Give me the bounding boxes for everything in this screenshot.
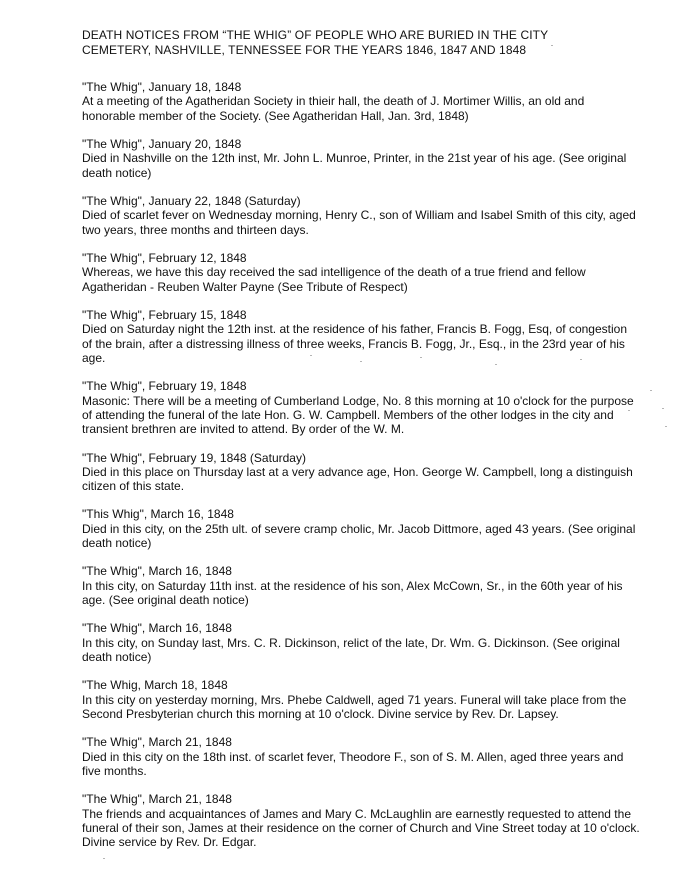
notice-source-date: "The Whig", February 19, 1848 (Saturday) [82, 450, 306, 465]
scan-speck [103, 858, 105, 859]
scan-speck [420, 357, 422, 358]
notice-source-date: "The Whig", March 21, 1848 [82, 792, 232, 807]
title-line: DEATH NOTICES FROM “THE WHIG” OF PEOPLE WHO ARE BURIED IN THE CITY [82, 28, 549, 42]
notice-source-date: "The Whig", January 22, 1848 (Saturday) [82, 193, 301, 208]
notice-entry [82, 194, 640, 237]
notice-text: Died in this city, on the 25th ult. of severe cramp cholic, Mr. Jacob Dittmore, aged 43 years. (See original death notice) [82, 521, 636, 551]
notice-text: Died in Nashville on the 12th inst, Mr. John L. Munroe, Printer, in the 21st year of his age. (See original death notice) [82, 151, 627, 180]
scan-speck [495, 364, 497, 365]
notice-entry [82, 379, 640, 436]
notice-source-date: "The Whig", January 18, 1848 [82, 80, 242, 94]
notice-text: Died of scarlet fever on Wednesday morning, Henry C., son of William and Isabel Smith of this city, aged two years, three months and thirteen days. [82, 208, 636, 237]
notice-text: In this city on yesterday morning, Mrs. Phebe Caldwell, aged 71 years. Funeral will take place from the Second Presbyterian church this morning at 10 o'clock. Divine service by Rev. Dr. Lapsey. [82, 692, 627, 722]
notice-source-date: "The Whig", March 16, 1848 [82, 621, 232, 636]
notice-text: In this city, on Sunday last, Mrs. C. R. Dickinson, relict of the late, Dr. Wm. G. Dickinson. (See original death notice) [82, 635, 620, 665]
notice-entry [82, 451, 640, 494]
notice-entry [82, 621, 640, 664]
scan-speck [665, 426, 667, 427]
notice-text: At a meeting of the Agatheridan Society in thieir hall, the death of J. Mortimer Willis, an old and honorable member of the Society. (See Agatheridan Hall, Jan. 3rd, 1848) [82, 94, 585, 123]
scan-speck [580, 359, 582, 360]
document-title [82, 28, 640, 58]
notice-entry [82, 507, 640, 550]
notice-source-date: "The Whig", January 20, 1848 [82, 136, 242, 151]
notice-text: Died in this city on the 18th inst. of scarlet fever, Theodore F., son of S. M. Allen, aged three years and five months. [82, 749, 624, 779]
notice-text: Masonic: There will be a meeting of Cumberland Lodge, No. 8 this morning at 10 o'clock for the purpose of attending the funeral of the late Hon. G. W. Campbell. Members of the other lodges in the city and transient brethren are invited to attend. By order of the W. M. [82, 393, 634, 437]
scan-speck [628, 410, 630, 411]
notice-source-date: "The Whig", March 21, 1848 [82, 735, 232, 750]
notice-text: In this city, on Saturday 11th inst. at the residence of his son, Alex McCown, Sr., in the 60th year of his age. (See original death notice) [82, 578, 623, 608]
scan-speck [310, 355, 312, 356]
notice-source-date: "This Whig", March 16, 1848 [82, 507, 234, 522]
notice-text: Died in this place on Thursday last at a very advance age, Hon. George W. Campbell, long a distinguish citizen of this state. [82, 464, 633, 494]
notice-text: Died on Saturday night the 12th inst. at the residence of his father, Francis B. Fogg, Esq, of congestion of the brain, after a distressing illness of three weeks, Francis B. Fogg, Jr., Esq., in the 23rd year of his age. [82, 322, 627, 365]
notice-entry [82, 308, 640, 365]
notice-source-date: "The Whig", February 12, 1848 [82, 250, 247, 265]
title-line: CEMETERY, NASHVILLE, TENNESSEE FOR THE YEARS 1846, 1847 AND 1848 [82, 43, 527, 57]
scan-speck [650, 390, 652, 391]
notice-entry [82, 80, 640, 123]
scan-speck [662, 408, 664, 409]
notice-entry [82, 564, 640, 607]
notice-text: The friends and acquaintances of James and Mary C. McLaughlin are earnestly requested to attend the funeral of their son, James at their residence on the corner of Church and Vine Street today at 10 o'clock. Divine service by Rev. Dr. Edgar. [82, 806, 640, 850]
scan-speck [551, 45, 553, 46]
notice-entry [82, 678, 640, 721]
notice-entry [82, 792, 640, 849]
notice-entry [82, 251, 640, 294]
notice-list [82, 80, 640, 850]
scan-speck [360, 361, 362, 362]
notice-entry [82, 735, 640, 778]
notice-source-date: "The Whig", February 15, 1848 [82, 307, 247, 322]
notice-text: Whereas, we have this day received the sad intelligence of the death of a true friend and fellow Agatheridan - Reuben Walter Payne (See Tribute of Respect) [82, 265, 586, 294]
notice-source-date: "The Whig, March 18, 1848 [82, 678, 228, 693]
notice-source-date: "The Whig", February 19, 1848 [82, 379, 247, 394]
notice-entry [82, 137, 640, 180]
notice-source-date: "The Whig", March 16, 1848 [82, 564, 232, 579]
